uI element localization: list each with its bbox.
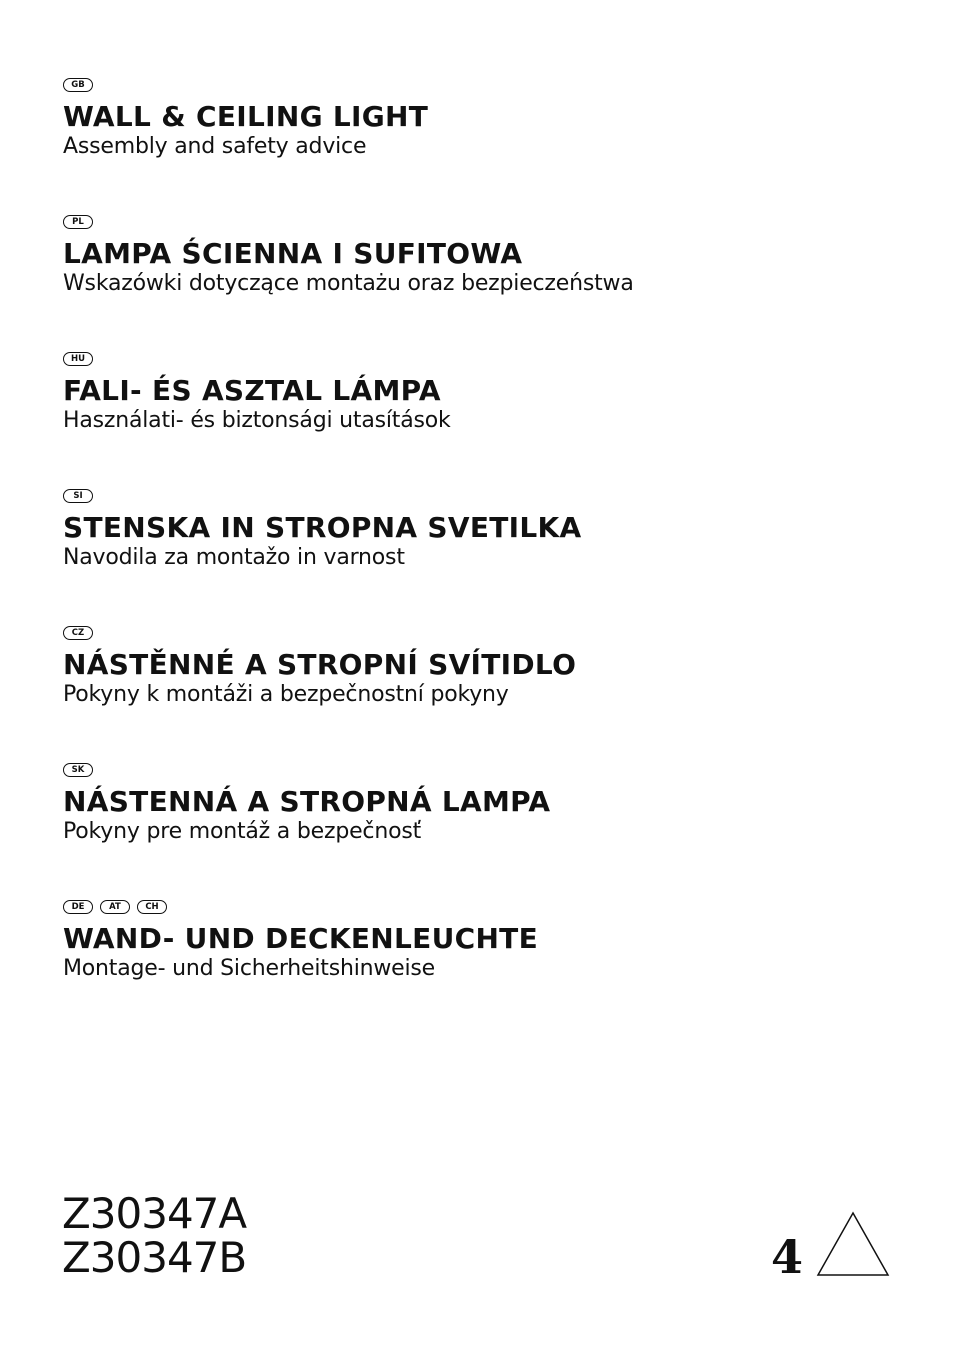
language-badge: SI — [63, 489, 93, 503]
section-pl — [63, 215, 923, 352]
language-badge: AT — [100, 900, 130, 914]
section-de-at-ch — [63, 900, 923, 1037]
language-badge: GB — [63, 78, 93, 92]
language-badge: PL — [63, 215, 93, 229]
page-number: 4 — [771, 1230, 804, 1284]
product-title: WAND- UND DECKENLEUCHTE — [63, 922, 539, 955]
language-codes — [63, 900, 923, 918]
product-title: STENSKA IN STROPNA SVETILKA — [63, 511, 582, 544]
product-title: WALL & CEILING LIGHT — [63, 100, 429, 133]
language-badge: DE — [63, 900, 93, 914]
language-codes — [63, 352, 923, 370]
language-codes — [63, 626, 923, 644]
section-cz — [63, 626, 923, 763]
language-codes — [63, 78, 923, 96]
model-number: Z30347A — [62, 1189, 247, 1238]
section-si — [63, 489, 923, 626]
product-subtitle: Assembly and safety advice — [63, 134, 367, 159]
section-hu — [63, 352, 923, 489]
model-number: Z30347B — [62, 1233, 247, 1282]
language-codes — [63, 215, 923, 233]
product-title: NÁSTĚNNÉ A STROPNÍ SVÍTIDLO — [63, 648, 577, 681]
product-title: LAMPA ŚCIENNA I SUFITOWA — [63, 237, 523, 270]
product-title: FALI- ÉS ASZTAL LÁMPA — [63, 374, 441, 407]
language-badge: CH — [137, 900, 167, 914]
section-gb — [63, 78, 923, 215]
product-subtitle: Navodila za montažo in varnost — [63, 545, 405, 570]
language-codes — [63, 489, 923, 507]
product-subtitle: Wskazówki dotyczące montażu oraz bezpieczeństwa — [63, 271, 634, 296]
product-subtitle: Pokyny pre montáž a bezpečnosť — [63, 819, 422, 844]
model-numbers — [62, 1189, 247, 1282]
language-badge: SK — [63, 763, 93, 777]
language-sections — [63, 78, 923, 1037]
language-codes — [63, 763, 923, 781]
language-badge: CZ — [63, 626, 93, 640]
product-subtitle: Használati- és biztonsági utasítások — [63, 408, 451, 433]
product-title: NÁSTENNÁ A STROPNÁ LAMPA — [63, 785, 551, 818]
language-badge: HU — [63, 352, 93, 366]
product-subtitle: Pokyny k montáži a bezpečnostní pokyny — [63, 682, 509, 707]
section-sk — [63, 763, 923, 900]
triangle-outline-icon — [815, 1210, 891, 1278]
product-subtitle: Montage- und Sicherheitshinweise — [63, 956, 435, 981]
